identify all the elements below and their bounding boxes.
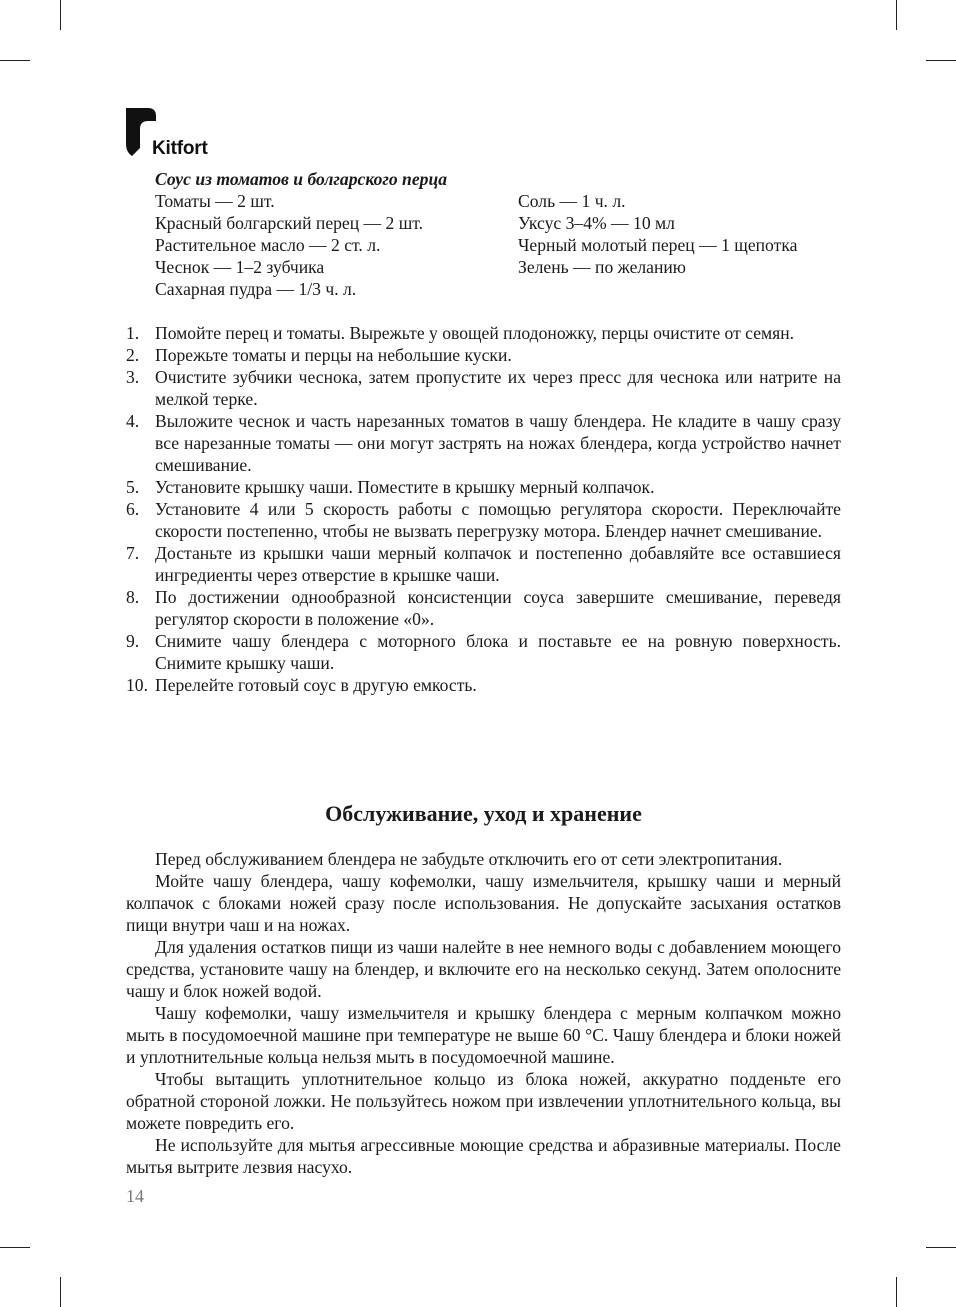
crop-mark <box>60 1277 61 1307</box>
recipe-title: Соус из томатов и болгарского перца <box>155 169 448 189</box>
paragraph: Не используйте для мытья агрессивные моющие средства и абразивные материалы. После мытья вытрите лезвия насухо. <box>126 1135 841 1177</box>
recipe-steps <box>126 322 841 696</box>
ingredients-right <box>518 190 848 278</box>
section-body <box>126 848 841 1178</box>
section-heading: Обслуживание, уход и хранение <box>325 801 642 826</box>
step-item <box>126 630 841 674</box>
crop-mark <box>60 0 61 30</box>
step-item <box>126 586 841 630</box>
ingredient-item: Растительное масло — 2 ст. л. <box>155 235 381 255</box>
step-number: 1. <box>126 323 140 343</box>
step-item <box>126 366 841 410</box>
ingredient-item: Чеснок — 1–2 зубчика <box>155 257 325 277</box>
ingredient-item: Красный болгарский перец — 2 шт. <box>155 213 424 233</box>
paragraph: Перед обслуживанием блендера не забудьте отключить его от сети электропитания. <box>155 849 783 869</box>
step-text: Установите 4 или 5 скорость работы с помощью регулятора скорости. Переключайте скорости постепенно, чтобы не вызвать перегрузку мотора. Блендер начнет смешивание. <box>155 499 841 541</box>
crop-mark <box>896 0 897 30</box>
step-text: Выложите чеснок и часть нарезанных томатов в чашу блендера. Не кладите в чашу сразу все нарезанные томаты — они могут застрять на ножах блендера, когда устройство начнет смешивание. <box>155 411 841 475</box>
page-number: 14 <box>126 1186 144 1206</box>
step-number: 3. <box>126 367 140 387</box>
step-number: 4. <box>126 411 140 431</box>
ingredient-item: Сахарная пудра — 1/3 ч. л. <box>155 279 357 299</box>
paragraph: Мойте чашу блендера, чашу кофемолки, чашу измельчителя, крышку чаши и мерный колпачок с блоками ножей сразу после использования. Не допускайте засыхания остатков пищи внутри чаш и на ножах. <box>126 871 841 935</box>
paragraph: Чтобы вытащить уплотнительное кольцо из блока ножей, аккуратно подденьте его обратной стороной ложки. Не пользуйтесь ножом при извлечении уплотнительного кольца, вы можете повредить его. <box>126 1069 841 1133</box>
step-number: 2. <box>126 345 140 365</box>
step-number: 7. <box>126 543 140 563</box>
ingredient-item: Уксус 3–4% — 10 мл <box>518 213 675 233</box>
ingredient-item: Томаты — 2 шт. <box>155 191 275 211</box>
ingredient-item: Соль — 1 ч. л. <box>518 191 626 211</box>
step-text: Помойте перец и томаты. Вырежьте у овощей плодоножку, перцы очистите от семян. <box>155 323 795 343</box>
step-text: Установите крышку чаши. Поместите в крышку мерный колпачок. <box>155 477 655 497</box>
ingredient-item: Черный молотый перец — 1 щепотка <box>518 235 798 255</box>
step-item <box>126 410 841 476</box>
crop-mark <box>896 1277 897 1307</box>
step-text: Порежьте томаты и перцы на небольшие куски. <box>155 345 512 365</box>
paragraph: Чашу кофемолки, чашу измельчителя и крышку блендера с мерным колпачком можно мыть в посудомоечной машине при температуре не выше 60 °С. Чашу блендера и блоки ножей и уплотнительные кольца нельзя мыть в посудомоечной машине. <box>126 1003 841 1067</box>
ingredients-left <box>155 190 505 300</box>
step-number: 9. <box>126 631 140 651</box>
paragraph: Для удаления остатков пищи из чаши налейте в нее немного воды с добавлением моющего средства, установите чашу на блендер, и включите его на несколько секунд. Затем ополосните чашу и блок ножей водой. <box>126 937 841 1001</box>
crop-mark <box>926 60 956 61</box>
ingredient-item: Зелень — по желанию <box>518 257 686 277</box>
step-item <box>126 542 841 586</box>
step-text: По достижении однообразной консистенции соуса завершите смешивание, переведя регулятор скорости в положение «0». <box>155 587 841 629</box>
crop-mark <box>926 1247 956 1248</box>
step-text: Снимите чашу блендера с моторного блока и поставьте ее на ровную поверхность. Снимите крышку чаши. <box>155 631 841 673</box>
crop-mark <box>0 1247 30 1248</box>
step-item <box>126 344 841 366</box>
crop-mark <box>0 60 30 61</box>
step-number: 10. <box>126 675 148 695</box>
step-text: Перелейте готовый соус в другую емкость. <box>155 675 477 695</box>
step-number: 6. <box>126 499 140 519</box>
step-number: 5. <box>126 477 140 497</box>
step-text: Очистите зубчики чеснока, затем пропустите их через пресс для чеснока или натрите на мелкой терке. <box>155 367 841 409</box>
step-text: Достаньте из крышки чаши мерный колпачок и постепенно добавляйте все оставшиеся ингредиенты через отверстие в крышке чаши. <box>155 543 841 585</box>
step-item <box>126 322 841 344</box>
step-item <box>126 498 841 542</box>
step-item <box>126 476 841 498</box>
step-number: 8. <box>126 587 140 607</box>
brand-name: Kitfort <box>152 138 208 159</box>
step-item <box>126 674 841 696</box>
